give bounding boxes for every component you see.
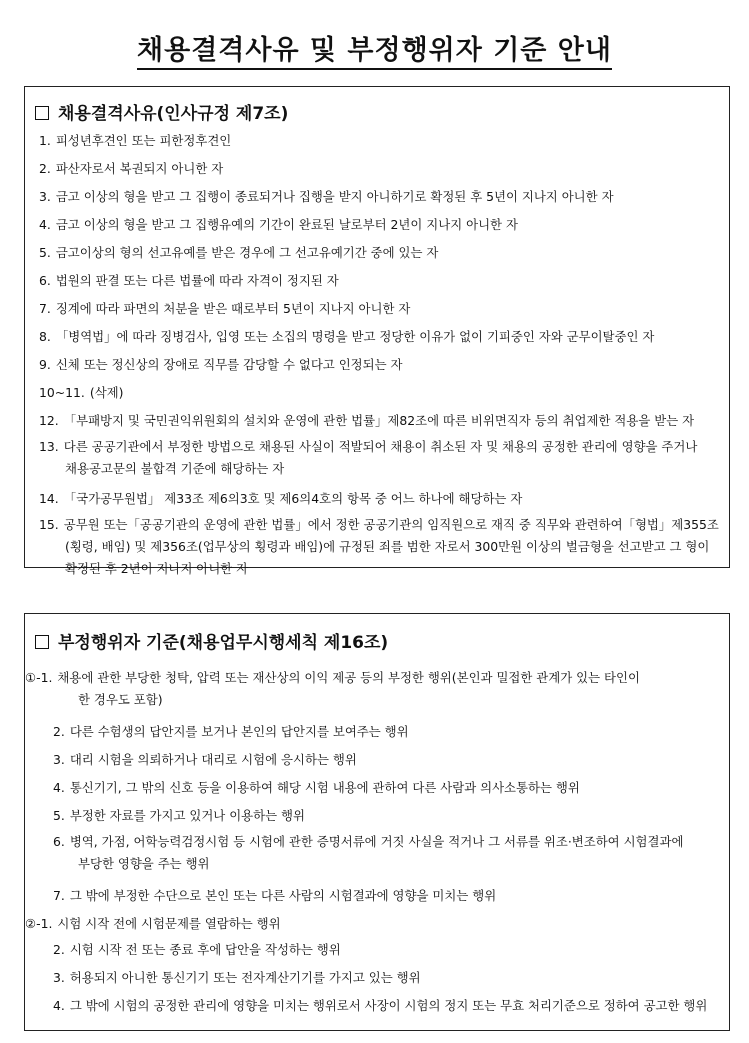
list-item [39,355,402,375]
item-text: 파산자로서 복권되지 아니한 자 [55,161,224,176]
item-number: 4. [53,998,65,1013]
section-heading: 부정행위자 기준(채용업무시행세칙 제16조) [35,628,388,653]
item-number: 2. [39,161,51,176]
item-number: 15. [39,517,59,532]
item-text: 법원의 판결 또는 다른 법률에 따라 자격이 정지된 자 [55,273,339,288]
item-text: 공무원 또는「공공기관의 운영에 관한 법률」에서 정한 공공기관의 임직원으로 재직 중 직무와 관련하여「형법」제355조 [63,517,719,532]
list-item [39,131,231,151]
list-item [39,437,697,457]
item-number: 14. [39,491,59,506]
item-text: 신체 또는 정신상의 장애로 직무를 감당할 수 없다고 인정되는 자 [55,357,403,372]
item-text: 「부패방지 및 국민권익위원회의 설치와 운영에 관한 법률」제82조에 따른 비위면직자 등의 취업제한 적용을 받는 자 [63,413,695,428]
item-number: 13. [39,439,59,454]
item-text: 채용에 관한 부당한 청탁, 압력 또는 재산상의 이익 제공 등의 부정한 행위(본인과 밀접한 관계가 있는 타인이 [57,670,640,685]
item-text-continued: 채용공고문의 불합격 기준에 해당하는 자 [65,461,285,476]
item-text-continued: (횡령, 배임) 및 제356조(업무상의 횡령과 배임)에 규정된 죄를 범한 자로서 300만원 이상의 벌금형을 선고받고 그 형이 [65,539,710,554]
item-number: 2. [53,942,65,957]
list-item [39,383,123,403]
item-text: 금고이상의 형의 선고유예를 받은 경우에 그 선고유예기간 중에 있는 자 [55,245,439,260]
list-item [53,722,409,742]
list-item [53,778,580,798]
item-text: 부정한 자료를 가지고 있거나 이용하는 행위 [69,808,305,823]
list-item [53,996,707,1016]
item-text: 대리 시험을 의뢰하거나 대리로 시험에 응시하는 행위 [69,752,357,767]
item-text: 시험 시작 전 또는 종료 후에 답안을 작성하는 행위 [69,942,341,957]
list-item [53,940,341,960]
list-item [39,271,339,291]
item-text: 시험 시작 전에 시험문제를 열람하는 행위 [57,916,281,931]
list-item [39,187,614,207]
item-number: 3. [53,970,65,985]
item-number: 5. [53,808,65,823]
list-item [39,243,438,263]
item-text: 다른 수험생의 답안지를 보거나 본인의 답안지를 보여주는 행위 [69,724,409,739]
list-item [39,489,522,509]
section-heading: 채용결격사유(인사규정 제7조) [35,99,288,124]
item-number: 12. [39,413,59,428]
list-item [53,750,357,770]
list-item [39,411,694,431]
item-number: ②-1. [25,916,53,931]
section-misconduct [24,613,730,1031]
list-item [39,299,410,319]
item-text: 병역, 가점, 어학능력검정시험 등 시험에 관한 증명서류에 거짓 사실을 적거나 그 서류를 위조·변조하여 시험결과에 [69,834,684,849]
item-text: 다른 공공기관에서 부정한 방법으로 채용된 사실이 적발되어 채용이 취소된 자 및 채용의 공정한 관리에 영향을 주거나 [63,439,698,454]
item-number: 7. [39,301,51,316]
list-item [25,914,281,934]
list-item [25,668,640,688]
item-number: 2. [53,724,65,739]
square-bullet-icon [35,106,49,120]
item-text: 「병역법」에 따라 징병검사, 입영 또는 소집의 명령을 받고 정당한 이유가 없이 기피중인 자와 군무이탈중인 자 [55,329,655,344]
item-number: 6. [39,273,51,288]
item-text-continued: 부당한 영향을 주는 행위 [78,856,210,871]
item-text: 금고 이상의 형을 받고 그 집행유예의 기간이 완료된 날로부터 2년이 지나지 아니한 자 [55,217,518,232]
item-number: 9. [39,357,51,372]
item-text: 허용되지 아니한 통신기기 또는 전자계산기기를 가지고 있는 행위 [69,970,421,985]
item-number: 1. [39,133,51,148]
list-item [53,968,421,988]
item-text: 통신기기, 그 밖의 신호 등을 이용하여 해당 시험 내용에 관하여 다른 사람과 의사소통하는 행위 [69,780,580,795]
item-number: 3. [39,189,51,204]
section-disqualification [24,86,730,576]
item-number: 4. [39,217,51,232]
item-number: 10~11. [39,385,85,400]
item-number: 6. [53,834,65,849]
item-text-continued: 확정된 후 2년이 지나지 아니한 자 [65,561,249,576]
item-text: 「국가공무원법」 제33조 제6의3호 및 제6의4호의 항목 중 어느 하나에 해당하는 자 [63,491,523,506]
item-number: 3. [53,752,65,767]
list-item [39,327,654,347]
item-number: 5. [39,245,51,260]
item-text: (삭제) [89,385,124,400]
square-bullet-icon [35,635,49,649]
item-text: 그 밖에 시험의 공정한 관리에 영향을 미치는 행위로서 사장이 시험의 정지 또는 무효 처리기준으로 정하여 공고한 행위 [69,998,708,1013]
list-item [53,886,496,906]
item-number: 7. [53,888,65,903]
list-item [39,215,518,235]
item-text: 금고 이상의 형을 받고 그 집행이 종료되거나 집행을 받지 아니하기로 확정된 후 5년이 지나지 아니한 자 [55,189,614,204]
item-number: ①-1. [25,670,53,685]
item-text: 징계에 따라 파면의 처분을 받은 때로부터 5년이 지나지 아니한 자 [55,301,411,316]
item-number: 8. [39,329,51,344]
item-text: 피성년후견인 또는 피한정후견인 [55,133,232,148]
item-number: 4. [53,780,65,795]
list-item [53,832,683,852]
item-text-continued: 한 경우도 포함) [78,692,163,707]
list-item [53,806,305,826]
item-text: 그 밖에 부정한 수단으로 본인 또는 다른 사람의 시험결과에 영향을 미치는 행위 [69,888,497,903]
page-title: 채용결격사유 및 부정행위자 기준 안내 [0,28,749,67]
list-item [39,159,223,179]
list-item [39,515,719,535]
